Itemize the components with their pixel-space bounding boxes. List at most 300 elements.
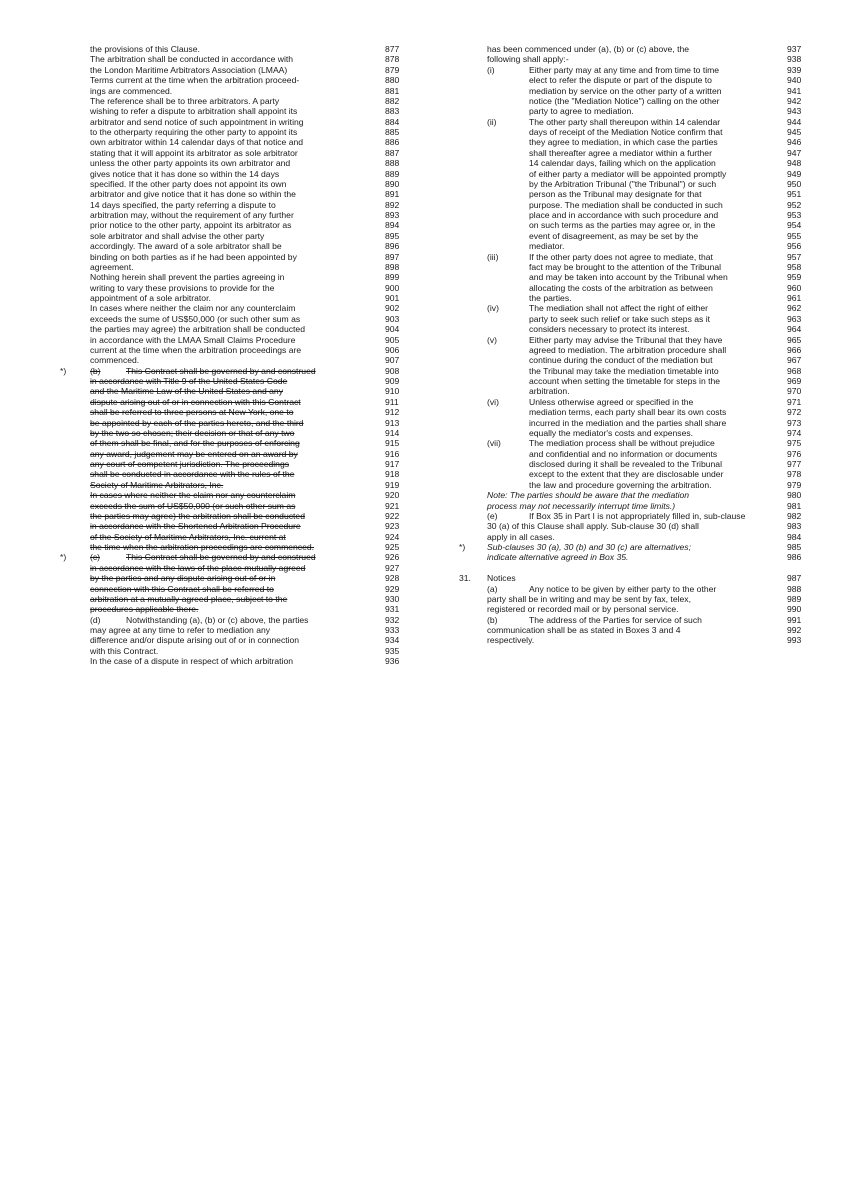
text-line	[459, 86, 807, 96]
line-text: any court of competent jurisdiction. The proceedings	[90, 459, 290, 469]
line-number: 950	[787, 178, 802, 189]
text-line	[60, 376, 405, 386]
text-line	[60, 303, 405, 313]
line-text: This Contract shall be governed by and construed	[126, 365, 316, 376]
line-text: communication shall be as stated in Boxes 3 and 4	[487, 625, 681, 635]
text-line	[459, 231, 807, 241]
line-text: party shall be in writing and may be sent by fax, telex,	[487, 593, 691, 604]
line-text: allocating the costs of the arbitration as between	[529, 282, 713, 293]
text-line	[459, 594, 807, 604]
text-line	[60, 355, 405, 365]
line-number: 931	[385, 604, 400, 615]
text-line	[60, 604, 405, 614]
text-line	[459, 335, 807, 345]
text-line	[459, 490, 807, 500]
line-number: 964	[787, 324, 802, 335]
subclause-label: (a)	[487, 583, 498, 594]
line-number: 898	[385, 261, 400, 272]
text-line	[459, 303, 807, 313]
text-line	[60, 293, 405, 303]
line-text: with this Contract.	[90, 645, 159, 656]
line-number: 891	[385, 189, 400, 200]
line-number: 939	[787, 64, 802, 75]
subclause-label: (b)	[90, 365, 101, 376]
line-number: 956	[787, 241, 802, 252]
text-line	[60, 449, 405, 459]
text-line	[60, 106, 405, 116]
line-text: the parties may agree) the arbitration shall be conducted	[90, 510, 305, 521]
line-text: agreement.	[90, 261, 134, 272]
line-text: person as the Tribunal may designate for that	[529, 189, 702, 200]
line-number: 883	[385, 106, 400, 117]
line-text: mediation terms, each party shall bear its own costs	[529, 407, 727, 418]
text-line	[459, 511, 807, 521]
line-number: 992	[787, 625, 802, 635]
line-text: elect to refer the dispute or part of the dispute to	[529, 75, 712, 86]
line-text: indicate alternative agreed in Box 35.	[487, 552, 629, 563]
text-line	[60, 137, 405, 147]
line-number: 947	[787, 147, 802, 158]
text-line	[459, 397, 807, 407]
text-line	[459, 428, 807, 438]
line-text: agreed to mediation. The arbitration procedure shall	[529, 344, 727, 355]
text-line	[459, 615, 807, 625]
line-text: exceeds the sume of US$50,000 (or such other sum as	[90, 313, 301, 324]
line-text: The mediation shall not affect the right of either	[529, 303, 708, 314]
text-line	[60, 386, 405, 396]
line-text: be appointed by each of the parties hereto, and the third	[90, 417, 304, 428]
text-line	[60, 252, 405, 262]
line-number: 923	[385, 521, 400, 532]
line-text: exceeds the sum of US$50,000 (or such other sum as	[90, 500, 296, 511]
line-number: 969	[787, 376, 802, 386]
line-text: the Tribunal may take the mediation timetable into	[529, 365, 719, 376]
subclause-label: (e)	[487, 510, 498, 521]
line-text: arbitration at a mutually agreed place, subject to the	[90, 593, 288, 604]
line-number: 957	[787, 251, 802, 262]
line-number: 955	[787, 230, 802, 241]
line-text: arbitration.	[529, 386, 570, 397]
line-number: 880	[385, 75, 400, 86]
text-line	[459, 117, 807, 127]
line-number: 938	[787, 54, 802, 65]
line-text: equally the mediator's costs and expenses.	[529, 427, 694, 438]
line-text: shall be conducted in accordance with the rules of the	[90, 469, 295, 480]
line-text: The address of the Parties for service of such	[529, 614, 702, 625]
line-number: 893	[385, 210, 400, 220]
line-text: dispute arising out of or in connection with this Contract	[90, 396, 301, 407]
line-number: 924	[385, 531, 400, 542]
line-text: 30 (a) of this Clause shall apply. Sub-clause 30 (d) shall	[487, 521, 699, 532]
line-text: gives notice that it has done so within the 14 days	[90, 168, 280, 179]
text-line	[60, 521, 405, 531]
right-column	[459, 44, 807, 646]
text-line	[459, 573, 807, 583]
line-text: 14 calendar days, failing which on the application	[529, 158, 716, 169]
line-number: 928	[385, 573, 400, 584]
line-text: Either party may at any time and from time to time	[529, 64, 720, 75]
line-number: 907	[385, 355, 400, 366]
line-text: ings are commenced.	[90, 85, 173, 96]
line-text: the parties.	[529, 293, 572, 303]
line-text: any award, judgement may be entered on an award by	[90, 448, 298, 459]
line-number: 973	[787, 417, 802, 428]
subclause-label: (iii)	[487, 251, 499, 262]
line-number: 921	[385, 500, 400, 511]
line-text: process may not necessarily interrupt time limits.)	[487, 500, 676, 511]
line-text: notice (the "Mediation Notice") calling on the other	[529, 95, 720, 106]
line-text: The other party shall thereupon within 14 calendar	[529, 116, 721, 127]
text-line	[60, 324, 405, 334]
text-line	[459, 438, 807, 448]
text-line	[60, 532, 405, 542]
text-line	[459, 283, 807, 293]
line-number: 912	[385, 407, 400, 418]
subclause-label: (i)	[487, 64, 495, 75]
text-line	[60, 480, 405, 490]
line-number: 926	[385, 552, 400, 563]
line-number: 972	[787, 407, 802, 418]
line-text: sole arbitrator and shall advise the other party	[90, 230, 265, 241]
margin-marker: 31.	[459, 573, 471, 584]
line-text: party to agree to mediation.	[529, 106, 634, 117]
line-number: 983	[787, 521, 802, 532]
line-text: wishing to refer a dispute to arbitration shall appoint its	[90, 106, 298, 117]
line-number: 986	[787, 552, 802, 563]
line-number: 981	[787, 500, 802, 511]
line-text: The arbitration shall be conducted in accordance with	[90, 54, 294, 65]
text-line	[459, 324, 807, 334]
line-text: apply in all cases.	[487, 531, 555, 542]
line-number: 945	[787, 127, 802, 137]
line-text: may agree at any time to refer to mediation any	[90, 625, 271, 635]
text-line	[60, 635, 405, 645]
text-line	[459, 75, 807, 85]
line-text: shall thereafter agree a mediator within a further	[529, 147, 712, 158]
line-number: 901	[385, 293, 400, 303]
text-line	[459, 584, 807, 594]
line-number: 913	[385, 417, 400, 428]
line-number: 919	[385, 479, 400, 490]
subclause-label: (b)	[487, 614, 498, 625]
line-text: of the Society of Maritime Arbitrators, Inc. current at	[90, 531, 286, 542]
text-line	[60, 625, 405, 635]
text-line	[60, 262, 405, 272]
text-line	[60, 272, 405, 282]
text-line	[459, 158, 807, 168]
text-line	[459, 272, 807, 282]
text-line	[60, 501, 405, 511]
text-line	[60, 573, 405, 583]
text-line	[60, 407, 405, 417]
line-number: 987	[787, 573, 802, 584]
line-number: 962	[787, 303, 802, 314]
line-text: arbitration may, without the requirement of any further	[90, 210, 294, 220]
line-text: by the parties and any dispute arising out of or in	[90, 573, 276, 584]
subclause-label: (vii)	[487, 438, 501, 449]
line-text: party to seek such relief or take such steps as it	[529, 313, 711, 324]
text-line	[459, 625, 807, 635]
line-text: Nothing herein shall prevent the parties agreeing in	[90, 272, 285, 283]
line-text: In cases where neither the claim nor any counterclaim	[90, 490, 296, 501]
line-text: by the Arbitration Tribunal ("the Tribunal") or such	[529, 178, 717, 189]
text-line	[60, 418, 405, 428]
line-text: current at the time when the arbitration proceedings are	[90, 344, 302, 355]
line-number: 890	[385, 178, 400, 189]
text-line	[60, 117, 405, 127]
line-number: 984	[787, 531, 802, 542]
text-line	[459, 376, 807, 386]
line-number: 885	[385, 127, 400, 137]
text-line	[60, 283, 405, 293]
text-line	[459, 542, 807, 552]
line-number: 897	[385, 251, 400, 262]
line-text: difference and/or dispute arising out of or in connection	[90, 635, 300, 646]
subclause-label: (v)	[487, 334, 498, 345]
text-line	[60, 189, 405, 199]
text-line	[459, 137, 807, 147]
line-number: 959	[787, 272, 802, 283]
line-text: and may be taken into account by the Tribunal when	[529, 272, 728, 283]
line-text: accordingly. The award of a sole arbitrator shall be	[90, 241, 282, 252]
line-number: 877	[385, 44, 400, 54]
line-number: 896	[385, 241, 400, 252]
text-line	[459, 241, 807, 251]
text-line	[459, 604, 807, 614]
line-text: by the two so chosen; their decision or that of any two	[90, 427, 295, 438]
line-number: 949	[787, 168, 802, 179]
text-line	[60, 366, 405, 376]
line-text: of either party a mediator will be appointed promptly	[529, 168, 727, 179]
line-number: 937	[787, 44, 802, 54]
line-text: and the Maritime Law of the United States and any	[90, 386, 283, 397]
line-number: 971	[787, 396, 802, 407]
line-number: 968	[787, 365, 802, 376]
margin-marker: *)	[459, 542, 466, 552]
text-line	[60, 231, 405, 241]
line-text: place and in accordance with such procedure and	[529, 210, 719, 220]
text-line	[459, 386, 807, 396]
subclause-label: (iv)	[487, 303, 499, 314]
line-number: 904	[385, 324, 400, 335]
line-number: 920	[385, 490, 400, 501]
line-number: 882	[385, 95, 400, 106]
text-line	[60, 459, 405, 469]
line-number: 899	[385, 272, 400, 283]
line-text: Any notice to be given by either party to the other	[529, 583, 717, 594]
line-text: and confidential and no information or documents	[529, 448, 718, 459]
line-number: 941	[787, 85, 802, 96]
text-line	[459, 127, 807, 137]
line-text: has been commenced under (a), (b) or (c) above, the	[487, 44, 690, 54]
line-number: 909	[385, 376, 400, 386]
text-line	[60, 615, 405, 625]
line-text: Notices	[487, 573, 516, 584]
line-number: 894	[385, 220, 400, 231]
line-text: writing to vary these provisions to provide for the	[90, 282, 275, 293]
text-line	[459, 169, 807, 179]
line-number: 985	[787, 542, 802, 552]
line-text: continue during the conduct of the mediation but	[529, 355, 713, 366]
line-number: 903	[385, 313, 400, 324]
line-number: 930	[385, 593, 400, 604]
line-text: Sub-clauses 30 (a), 30 (b) and 30 (c) are alternatives;	[487, 542, 691, 552]
line-text: If Box 35 in Part I is not appropriately filled in, sub-clause	[529, 510, 746, 521]
line-number: 953	[787, 210, 802, 220]
text-line	[60, 345, 405, 355]
line-number: 975	[787, 438, 802, 449]
line-number: 977	[787, 459, 802, 469]
line-text: mediation by service on the other party of a written	[529, 85, 722, 96]
line-text: 14 days specified, the party referring a dispute to	[90, 199, 276, 210]
line-text: Unless otherwise agreed or specified in the	[529, 396, 694, 407]
line-number: 944	[787, 116, 802, 127]
line-number: 954	[787, 220, 802, 231]
text-line	[60, 552, 405, 562]
text-line	[60, 169, 405, 179]
line-text: stating that it will appoint its arbitrator as sole arbitrator	[90, 147, 298, 158]
line-number: 905	[385, 334, 400, 345]
line-number: 888	[385, 158, 400, 169]
text-line	[60, 44, 405, 54]
line-number: 989	[787, 593, 802, 604]
text-line	[459, 54, 807, 64]
line-number: 952	[787, 199, 802, 210]
line-number: 884	[385, 116, 400, 127]
line-text: of them shall be final, and for the purposes of enforcing	[90, 438, 300, 449]
text-line	[459, 449, 807, 459]
line-number: 967	[787, 355, 802, 366]
line-text: in accordance with the LMAA Small Claims Procedure	[90, 334, 296, 345]
line-number: 895	[385, 230, 400, 241]
line-text: Note: The parties should be aware that the mediation	[487, 490, 690, 501]
line-number: 976	[787, 448, 802, 459]
text-line	[60, 584, 405, 594]
line-number: 990	[787, 604, 802, 615]
line-number: 910	[385, 386, 400, 397]
line-number: 915	[385, 438, 400, 449]
text-line	[60, 397, 405, 407]
line-number: 958	[787, 261, 802, 272]
line-number: 927	[385, 562, 400, 573]
line-number: 948	[787, 158, 802, 169]
line-text: connection with this Contract shall be referred to	[90, 583, 274, 594]
line-text: the parties may agree) the arbitration shall be conducted	[90, 324, 305, 335]
line-number: 881	[385, 85, 400, 96]
line-number: 988	[787, 583, 802, 594]
text-line	[459, 501, 807, 511]
subclause-label: (vi)	[487, 396, 499, 407]
line-number: 902	[385, 303, 400, 314]
text-line	[60, 179, 405, 189]
text-line	[459, 314, 807, 324]
text-line	[459, 355, 807, 365]
margin-marker: *)	[60, 365, 67, 376]
line-number: 929	[385, 583, 400, 594]
left-column	[60, 44, 405, 667]
line-text: If the other party does not agree to mediate, that	[529, 251, 713, 262]
text-line	[459, 106, 807, 116]
line-text: respectively.	[487, 635, 535, 646]
line-number: 963	[787, 313, 802, 324]
line-text: in accordance with the laws of the place mutually agreed	[90, 562, 306, 573]
line-text: binding on both parties as if he had been appointed by	[90, 251, 297, 262]
subclause-label: (c)	[90, 552, 101, 563]
line-text: registered or recorded mail or by personal service.	[487, 604, 679, 615]
text-line	[459, 220, 807, 230]
line-text: the London Maritime Arbitrators Association (LMAA)	[90, 64, 288, 75]
line-number: 900	[385, 282, 400, 293]
line-number: 991	[787, 614, 802, 625]
line-text: in accordance with Title 9 of the United States Code	[90, 376, 288, 386]
line-number: 951	[787, 189, 802, 200]
text-line	[60, 656, 405, 666]
line-text: Either party may advise the Tribunal that they have	[529, 334, 723, 345]
line-number: 922	[385, 510, 400, 521]
text-line	[60, 335, 405, 345]
text-line	[459, 407, 807, 417]
line-number: 960	[787, 282, 802, 293]
line-text: on such terms as the parties may agree or, in the	[529, 220, 716, 231]
line-text: commenced.	[90, 355, 140, 366]
line-text: Society of Maritime Arbitrators, Inc.	[90, 479, 224, 490]
text-line	[60, 158, 405, 168]
line-number: 936	[385, 656, 400, 667]
line-text: purpose. The mediation shall be conducted in such	[529, 199, 723, 210]
line-text: The reference shall be to three arbitrators. A party	[90, 95, 280, 106]
line-text: The mediation process shall be without prejudice	[529, 438, 715, 449]
line-number: 966	[787, 344, 802, 355]
line-text: appointment of a sole arbitrator.	[90, 293, 211, 303]
line-text: Terms current at the time when the arbitration proceed-	[90, 75, 300, 86]
line-text: shall be referred to three persons at New York, one to	[90, 407, 294, 418]
line-text: prior notice to the other party, appoint its arbitrator as	[90, 220, 292, 231]
text-line	[459, 96, 807, 106]
text-line	[459, 521, 807, 531]
line-number: 925	[385, 542, 400, 552]
line-number: 918	[385, 469, 400, 480]
text-line	[60, 542, 405, 552]
text-line	[60, 594, 405, 604]
line-text: unless the other party appoints its own arbitrator and	[90, 158, 291, 169]
line-number: 878	[385, 54, 400, 65]
text-line	[60, 210, 405, 220]
line-number: 961	[787, 293, 802, 303]
text-line	[459, 635, 807, 645]
text-line	[459, 480, 807, 490]
line-text: the time when the arbitration proceedings are commenced.	[90, 542, 315, 552]
line-text: considers necessary to protect its interest.	[529, 324, 690, 335]
text-line	[459, 459, 807, 469]
text-line	[459, 366, 807, 376]
line-text: the provisions of this Clause.	[90, 44, 200, 54]
text-line	[60, 428, 405, 438]
line-number: 974	[787, 427, 802, 438]
text-line	[60, 563, 405, 573]
text-line	[60, 75, 405, 85]
text-line	[60, 469, 405, 479]
text-line	[60, 65, 405, 75]
line-text: account when setting the timetable for steps in the	[529, 376, 721, 386]
line-number: 908	[385, 365, 400, 376]
line-text: following shall apply:-	[487, 54, 569, 65]
text-line	[60, 511, 405, 521]
text-line	[60, 200, 405, 210]
line-number: 982	[787, 510, 802, 521]
line-number: 943	[787, 106, 802, 117]
line-number: 892	[385, 199, 400, 210]
text-line	[459, 210, 807, 220]
